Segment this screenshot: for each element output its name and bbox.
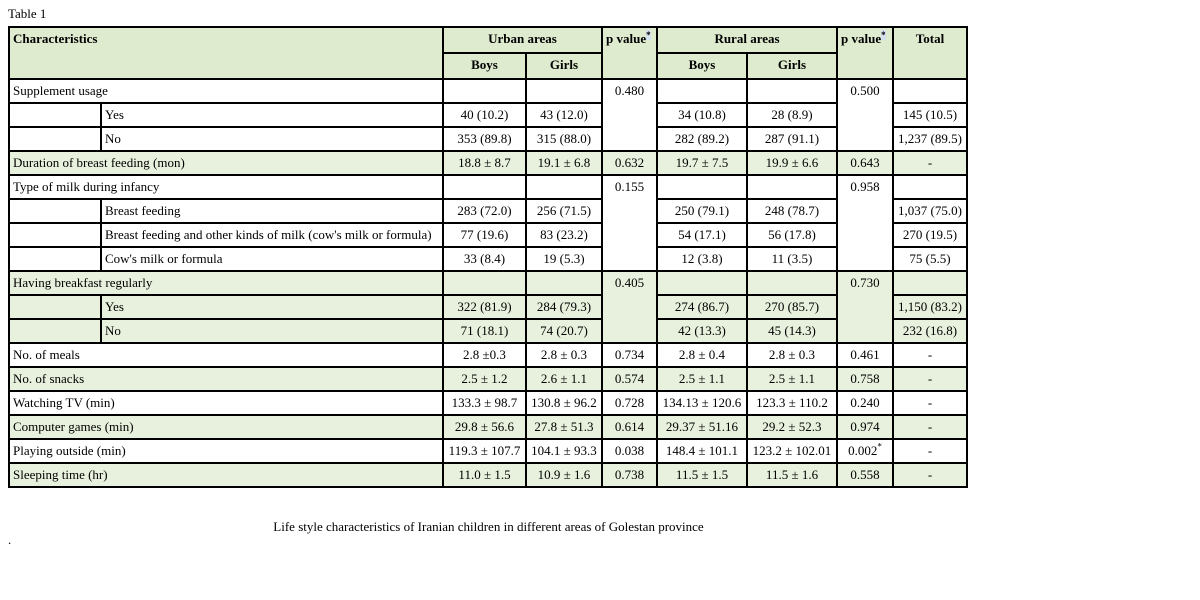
cell-rural-boys: 34 (10.8) bbox=[657, 103, 747, 127]
cell-urban-boys: 2.8 ±0.3 bbox=[443, 343, 526, 367]
cell-urban-boys: 77 (19.6) bbox=[443, 223, 526, 247]
cell-rural-girls: 45 (14.3) bbox=[747, 319, 837, 343]
cell-rural-boys: 11.5 ± 1.5 bbox=[657, 463, 747, 487]
cell-rural-girls: 11.5 ± 1.6 bbox=[747, 463, 837, 487]
row-label: Having breakfast regularly bbox=[9, 271, 443, 295]
cell-urban-boys: 33 (8.4) bbox=[443, 247, 526, 271]
cell-urban-boys: 322 (81.9) bbox=[443, 295, 526, 319]
cell-urban-boys: 18.8 ± 8.7 bbox=[443, 151, 526, 175]
p-value-cell: 0.632 bbox=[602, 151, 657, 175]
cell-urban-boys: 133.3 ± 98.7 bbox=[443, 391, 526, 415]
table-row bbox=[9, 199, 967, 223]
table-row bbox=[9, 415, 967, 439]
row-label: Watching TV (min) bbox=[9, 391, 443, 415]
row-sublabel: No bbox=[101, 127, 443, 151]
table-row bbox=[9, 127, 967, 151]
row-sublabel: Yes bbox=[101, 295, 443, 319]
cell-rural-girls: 123.2 ± 102.01 bbox=[747, 439, 837, 463]
header-urban-girls: Girls bbox=[526, 53, 602, 79]
row-sublabel: Breast feeding bbox=[101, 199, 443, 223]
cell-total: 1,037 (75.0) bbox=[893, 199, 967, 223]
cell-rural-girls: 28 (8.9) bbox=[747, 103, 837, 127]
header-rural-areas: Rural areas bbox=[657, 27, 837, 53]
row-label: No. of meals bbox=[9, 343, 443, 367]
p-value-cell: 0.461 bbox=[837, 343, 893, 367]
cell-rural-girls: 29.2 ± 52.3 bbox=[747, 415, 837, 439]
p-value-cell: 0.728 bbox=[602, 391, 657, 415]
cell-rural-boys: 54 (17.1) bbox=[657, 223, 747, 247]
p-value-cell: 0.155 bbox=[602, 175, 657, 271]
table-row bbox=[9, 367, 967, 391]
cell-urban-girls: 315 (88.0) bbox=[526, 127, 602, 151]
cell-urban-boys: 40 (10.2) bbox=[443, 103, 526, 127]
cell-rural-boys: 274 (86.7) bbox=[657, 295, 747, 319]
cell-total: - bbox=[893, 343, 967, 367]
table-row bbox=[9, 439, 967, 463]
p-value-cell: 0.643 bbox=[837, 151, 893, 175]
cell-urban-girls: 284 (79.3) bbox=[526, 295, 602, 319]
cell-total: 1,237 (89.5) bbox=[893, 127, 967, 151]
row-label: Computer games (min) bbox=[9, 415, 443, 439]
cell-urban-girls: 43 (12.0) bbox=[526, 103, 602, 127]
cell-total: - bbox=[893, 391, 967, 415]
p-value-footnote-mark: * bbox=[646, 29, 651, 40]
p-value-cell: 0.734 bbox=[602, 343, 657, 367]
cell-rural-girls: 123.3 ± 110.2 bbox=[747, 391, 837, 415]
table-row bbox=[9, 463, 967, 487]
cell-rural-boys: 19.7 ± 7.5 bbox=[657, 151, 747, 175]
cell-urban-girls: 19.1 ± 6.8 bbox=[526, 151, 602, 175]
row-label: Duration of breast feeding (mon) bbox=[9, 151, 443, 175]
header-characteristics: Characteristics bbox=[9, 27, 443, 79]
cell-rural-girls: 56 (17.8) bbox=[747, 223, 837, 247]
cell-rural-boys: 134.13 ± 120.6 bbox=[657, 391, 747, 415]
significance-mark: * bbox=[877, 441, 882, 452]
cell-rural-girls: 270 (85.7) bbox=[747, 295, 837, 319]
header-urban-areas: Urban areas bbox=[443, 27, 602, 53]
cell-urban-girls: 130.8 ± 96.2 bbox=[526, 391, 602, 415]
table-label: Table 1 bbox=[8, 6, 47, 21]
row-label: Playing outside (min) bbox=[9, 439, 443, 463]
cell-total: - bbox=[893, 463, 967, 487]
table-row bbox=[9, 103, 967, 127]
table-row bbox=[9, 391, 967, 415]
table-row bbox=[9, 343, 967, 367]
cell-rural-girls: 287 (91.1) bbox=[747, 127, 837, 151]
cell-rural-boys: 282 (89.2) bbox=[657, 127, 747, 151]
cell-urban-boys: 283 (72.0) bbox=[443, 199, 526, 223]
cell-urban-girls: 83 (23.2) bbox=[526, 223, 602, 247]
cell-urban-girls: 10.9 ± 1.6 bbox=[526, 463, 602, 487]
cell-urban-boys: 29.8 ± 56.6 bbox=[443, 415, 526, 439]
cell-total: 270 (19.5) bbox=[893, 223, 967, 247]
header-p-value-rural: p value* bbox=[837, 27, 893, 79]
p-value-footnote-mark: * bbox=[881, 29, 886, 40]
p-value-cell: 0.614 bbox=[602, 415, 657, 439]
cell-rural-girls: 11 (3.5) bbox=[747, 247, 837, 271]
cell-urban-girls: 2.6 ± 1.1 bbox=[526, 367, 602, 391]
cell-total: 145 (10.5) bbox=[893, 103, 967, 127]
row-label: Sleeping time (hr) bbox=[9, 463, 443, 487]
p-value-cell: 0.758 bbox=[837, 367, 893, 391]
cell-urban-boys: 119.3 ± 107.7 bbox=[443, 439, 526, 463]
row-label: Type of milk during infancy bbox=[9, 175, 443, 199]
p-value-cell: 0.405 bbox=[602, 271, 657, 343]
cell-rural-boys: 29.37 ± 51.16 bbox=[657, 415, 747, 439]
lifestyle-table bbox=[8, 26, 968, 488]
table-row bbox=[9, 247, 967, 271]
table-row bbox=[9, 271, 967, 295]
cell-rural-girls: 2.5 ± 1.1 bbox=[747, 367, 837, 391]
cell-urban-boys: 2.5 ± 1.2 bbox=[443, 367, 526, 391]
row-sublabel: Cow's milk or formula bbox=[101, 247, 443, 271]
header-rural-girls: Girls bbox=[747, 53, 837, 79]
trailing-mark: . bbox=[8, 532, 12, 547]
table-wrapper bbox=[8, 26, 968, 488]
cell-urban-boys: 11.0 ± 1.5 bbox=[443, 463, 526, 487]
p-value-cell: 0.574 bbox=[602, 367, 657, 391]
cell-total: - bbox=[893, 367, 967, 391]
table-row bbox=[9, 295, 967, 319]
cell-rural-girls: 248 (78.7) bbox=[747, 199, 837, 223]
table-row bbox=[9, 223, 967, 247]
p-value-cell: 0.240 bbox=[837, 391, 893, 415]
header-rural-boys: Boys bbox=[657, 53, 747, 79]
p-value-cell: 0.958 bbox=[837, 175, 893, 271]
cell-total: - bbox=[893, 439, 967, 463]
cell-rural-boys: 2.8 ± 0.4 bbox=[657, 343, 747, 367]
p-value-cell: 0.500 bbox=[837, 79, 893, 151]
cell-total: 232 (16.8) bbox=[893, 319, 967, 343]
cell-urban-girls: 74 (20.7) bbox=[526, 319, 602, 343]
table-caption: Life style characteristics of Iranian children in different areas of Golestan province bbox=[273, 519, 704, 534]
cell-urban-boys: 353 (89.8) bbox=[443, 127, 526, 151]
p-value-cell: 0.738 bbox=[602, 463, 657, 487]
p-value-cell: 0.974 bbox=[837, 415, 893, 439]
p-value-cell: 0.480 bbox=[602, 79, 657, 151]
cell-urban-girls: 256 (71.5) bbox=[526, 199, 602, 223]
cell-urban-girls: 2.8 ± 0.3 bbox=[526, 343, 602, 367]
row-label: No. of snacks bbox=[9, 367, 443, 391]
table-row bbox=[9, 319, 967, 343]
header-total: Total bbox=[893, 27, 967, 79]
table-row bbox=[9, 151, 967, 175]
row-label: Supplement usage bbox=[9, 79, 443, 103]
header-p-value-urban: p value* bbox=[602, 27, 657, 79]
p-value-cell: 0.730 bbox=[837, 271, 893, 343]
cell-total: - bbox=[893, 415, 967, 439]
cell-rural-boys: 250 (79.1) bbox=[657, 199, 747, 223]
cell-urban-girls: 19 (5.3) bbox=[526, 247, 602, 271]
p-value-cell: 0.002* bbox=[837, 439, 893, 463]
cell-rural-boys: 148.4 ± 101.1 bbox=[657, 439, 747, 463]
cell-rural-girls: 19.9 ± 6.6 bbox=[747, 151, 837, 175]
cell-urban-girls: 104.1 ± 93.3 bbox=[526, 439, 602, 463]
table-row bbox=[9, 79, 967, 103]
header-urban-boys: Boys bbox=[443, 53, 526, 79]
cell-rural-girls: 2.8 ± 0.3 bbox=[747, 343, 837, 367]
row-sublabel: Breast feeding and other kinds of milk (cow's milk or formula) bbox=[101, 223, 443, 247]
cell-total: - bbox=[893, 151, 967, 175]
cell-total: 75 (5.5) bbox=[893, 247, 967, 271]
cell-rural-boys: 42 (13.3) bbox=[657, 319, 747, 343]
row-sublabel: No bbox=[101, 319, 443, 343]
cell-total: 1,150 (83.2) bbox=[893, 295, 967, 319]
p-value-cell: 0.558 bbox=[837, 463, 893, 487]
p-value-cell: 0.038 bbox=[602, 439, 657, 463]
cell-rural-boys: 12 (3.8) bbox=[657, 247, 747, 271]
cell-urban-girls: 27.8 ± 51.3 bbox=[526, 415, 602, 439]
table-row bbox=[9, 175, 967, 199]
row-sublabel: Yes bbox=[101, 103, 443, 127]
cell-rural-boys: 2.5 ± 1.1 bbox=[657, 367, 747, 391]
cell-urban-boys: 71 (18.1) bbox=[443, 319, 526, 343]
